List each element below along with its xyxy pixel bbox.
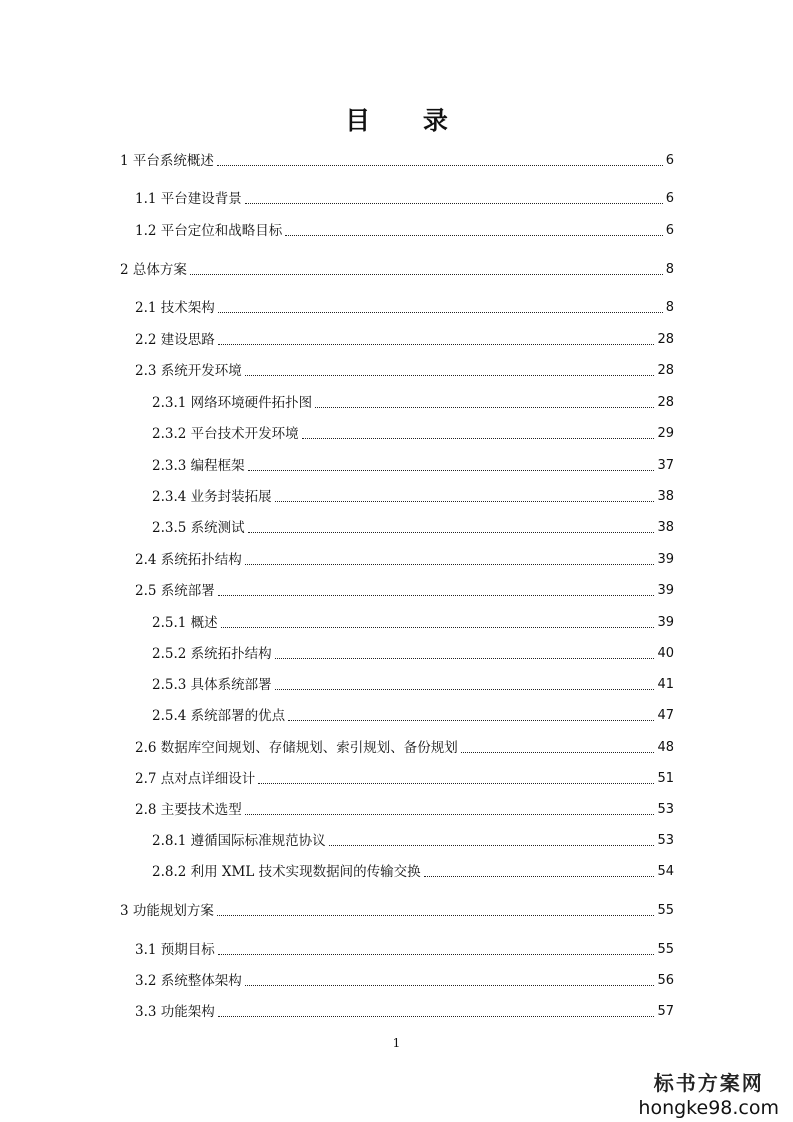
toc-entry-label: 2.3 系统开发环境 — [135, 363, 242, 379]
toc-entry-page: 28 — [657, 363, 674, 378]
toc-entry[interactable] — [152, 517, 674, 539]
toc-entry-page: 53 — [657, 833, 674, 848]
toc-entry-label: 3.1 预期目标 — [135, 942, 215, 958]
toc-leader — [248, 469, 655, 471]
toc-leader — [218, 953, 655, 955]
toc-entry-page: 55 — [657, 942, 674, 957]
toc-entry[interactable] — [135, 737, 674, 759]
toc-entry-page: 51 — [657, 771, 674, 786]
toc-entry-page: 8 — [665, 300, 674, 315]
toc-entry-page: 28 — [657, 332, 674, 347]
toc-leader — [190, 273, 663, 275]
toc-entry[interactable] — [135, 220, 674, 242]
page-number: 1 — [392, 1036, 401, 1050]
toc-leader — [288, 719, 654, 721]
toc-leader — [275, 500, 655, 502]
toc-entry-label: 2.3.1 网络环境硬件拓扑图 — [152, 395, 313, 411]
toc-entry-page: 38 — [657, 489, 674, 504]
toc-entry-page: 37 — [657, 458, 674, 473]
toc-entry-label: 2.5.3 具体系统部署 — [152, 677, 272, 693]
toc-entry-label: 2.5.1 概述 — [152, 615, 218, 631]
toc-entry-label: 1.2 平台定位和战略目标 — [135, 223, 283, 239]
toc-entry-label: 3.2 系统整体架构 — [135, 973, 242, 989]
toc-entry-label: 1.1 平台建设背景 — [135, 191, 242, 207]
toc-entry-page: 28 — [657, 395, 674, 410]
toc-entry-label: 3.3 功能架构 — [135, 1004, 215, 1020]
toc-entry-page: 39 — [657, 615, 674, 630]
toc-entry-page: 8 — [665, 262, 674, 277]
toc-entry-label: 2.6 数据库空间规划、存储规划、索引规划、备份规划 — [135, 740, 458, 756]
toc-entry[interactable] — [135, 188, 674, 210]
toc-leader — [218, 311, 663, 313]
toc-leader — [275, 657, 655, 659]
toc-entry-label: 3 功能规划方案 — [120, 903, 214, 919]
toc-entry[interactable] — [120, 150, 674, 172]
toc-entry-label: 2.2 建设思路 — [135, 332, 215, 348]
watermark-cn: 标书方案网 — [653, 1071, 764, 1095]
toc-leader — [218, 594, 655, 596]
toc-entry[interactable] — [152, 643, 674, 665]
toc-entry-page: 54 — [657, 864, 674, 879]
toc-leader — [221, 626, 655, 628]
toc-entry[interactable] — [135, 970, 674, 992]
toc-entry-page: 56 — [657, 973, 674, 988]
toc-entry[interactable] — [135, 360, 674, 382]
toc-entry-label: 2.8.1 遵循国际标准规范协议 — [152, 833, 326, 849]
toc-entry[interactable] — [120, 259, 674, 281]
toc-entry-label: 2.3.4 业务封装拓展 — [152, 489, 272, 505]
toc-entry[interactable] — [152, 861, 674, 883]
toc-entry-page: 39 — [657, 583, 674, 598]
toc-entry-page: 57 — [657, 1004, 674, 1019]
toc-leader — [258, 782, 654, 784]
toc-entry-label: 2.5.2 系统拓扑结构 — [152, 646, 272, 662]
toc-entry-page: 6 — [665, 153, 674, 168]
watermark-en: hongke98.com — [638, 1097, 779, 1119]
toc-entry[interactable] — [152, 830, 674, 852]
toc-entry[interactable] — [135, 549, 674, 571]
toc-entry[interactable] — [152, 486, 674, 508]
toc-leader — [245, 563, 655, 565]
toc-entry[interactable] — [152, 455, 674, 477]
toc-entry-label: 2.3.2 平台技术开发环境 — [152, 426, 299, 442]
toc-entry-page: 38 — [657, 520, 674, 535]
toc-entry-label: 2.5 系统部署 — [135, 583, 215, 599]
toc-entry[interactable] — [135, 329, 674, 351]
toc-entry[interactable] — [135, 580, 674, 602]
toc-entry-page: 41 — [657, 677, 674, 692]
toc-entry-page: 53 — [657, 802, 674, 817]
toc-entry-page: 48 — [657, 740, 674, 755]
toc-entry[interactable] — [120, 900, 674, 922]
toc-entry[interactable] — [135, 1001, 674, 1023]
toc-entry-label: 2.3.5 系统测试 — [152, 520, 245, 536]
watermark-logo — [638, 1067, 779, 1119]
toc-leader — [302, 437, 655, 439]
toc-entry-label: 2 总体方案 — [120, 262, 187, 278]
toc-entry-label: 2.5.4 系统部署的优点 — [152, 708, 286, 724]
toc-entry-page: 55 — [657, 903, 674, 918]
toc-entry[interactable] — [152, 392, 674, 414]
toc-leader — [461, 751, 655, 753]
toc-leader — [285, 234, 662, 236]
toc-entry[interactable] — [152, 423, 674, 445]
toc-entry[interactable] — [135, 297, 674, 319]
toc-leader — [248, 531, 655, 533]
toc-entry[interactable] — [152, 705, 674, 727]
toc-leader — [217, 164, 663, 166]
toc-leader — [218, 343, 655, 345]
toc-entry[interactable] — [135, 799, 674, 821]
toc-entry-label: 2.7 点对点详细设计 — [135, 771, 256, 787]
toc-entry[interactable] — [135, 939, 674, 961]
toc-leader — [217, 914, 655, 916]
toc-leader — [245, 813, 655, 815]
toc-entry[interactable] — [135, 768, 674, 790]
toc-entry-page: 47 — [657, 708, 674, 723]
page-title: 目 录 — [345, 106, 470, 135]
toc-entry-label: 2.3.3 编程框架 — [152, 458, 245, 474]
toc-entry[interactable] — [152, 612, 674, 634]
toc-leader — [315, 406, 654, 408]
toc-entry-label: 2.8 主要技术选型 — [135, 802, 242, 818]
toc-leader — [275, 688, 655, 690]
toc-entry-label: 1 平台系统概述 — [120, 153, 214, 169]
toc-entry-page: 6 — [665, 223, 674, 238]
toc-entry-label: 2.8.2 利用 XML 技术实现数据间的传输交换 — [152, 864, 421, 880]
toc-entry-page: 6 — [665, 191, 674, 206]
toc-entry[interactable] — [152, 674, 674, 696]
toc-leader — [245, 202, 663, 204]
toc-leader — [245, 984, 655, 986]
toc-leader — [218, 1015, 655, 1017]
toc-entry-label: 2.1 技术架构 — [135, 300, 215, 316]
toc-leader — [329, 844, 655, 846]
toc-entry-page: 29 — [657, 426, 674, 441]
toc-leader — [245, 374, 655, 376]
toc-entry-page: 39 — [657, 552, 674, 567]
toc-entry-label: 2.4 系统拓扑结构 — [135, 552, 242, 568]
toc-leader — [424, 875, 655, 877]
toc-entry-page: 40 — [657, 646, 674, 661]
